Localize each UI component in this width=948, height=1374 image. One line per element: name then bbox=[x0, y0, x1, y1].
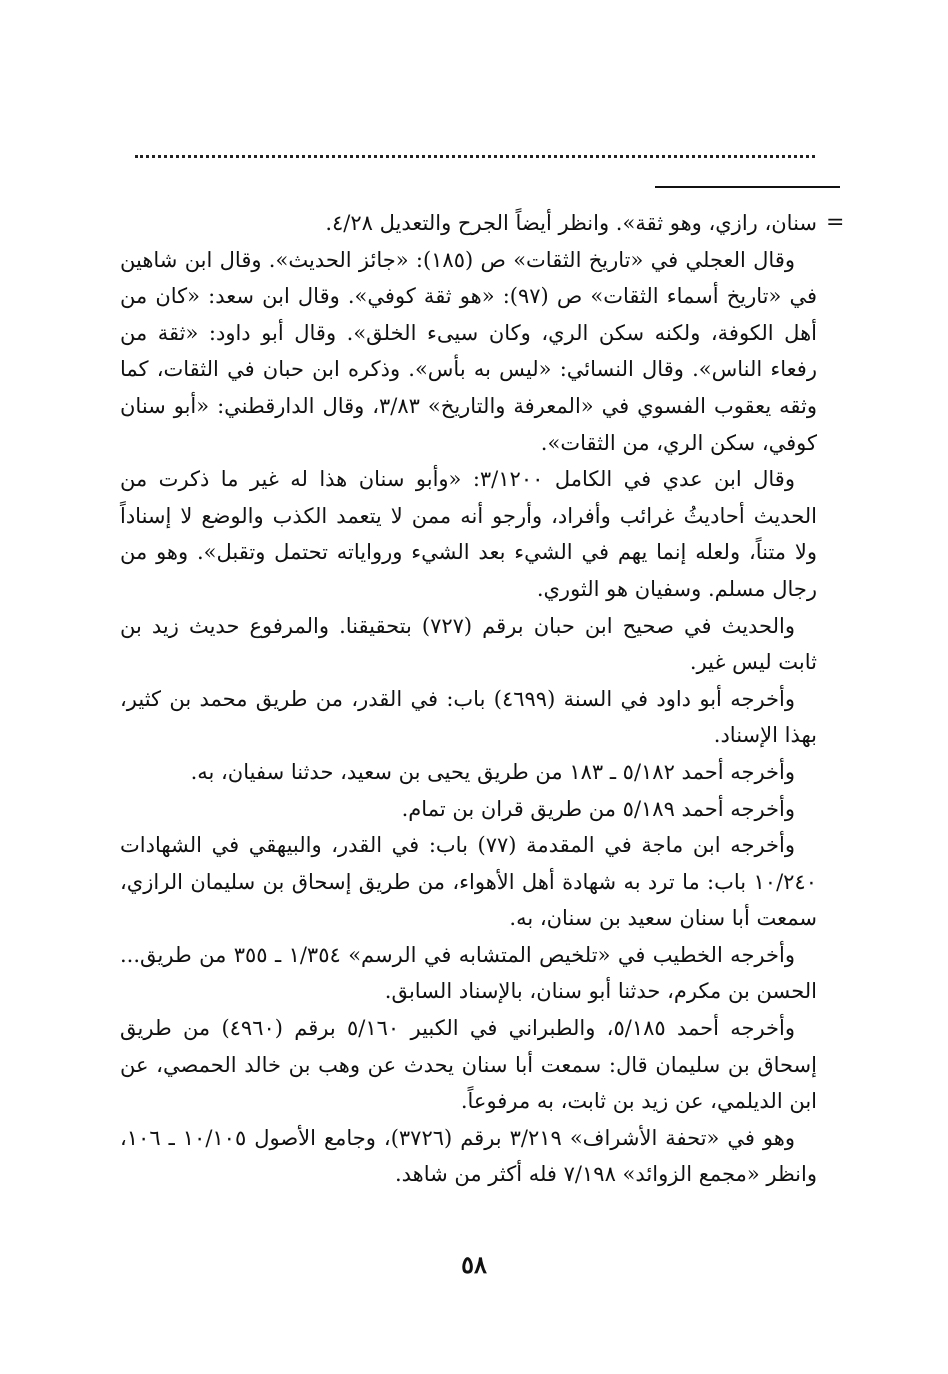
footnote-paragraph: وقال ابن عدي في الكامل ٣/١٢٠٠: «وأبو سنان هذا له غير ما ذكرت من الحديث أحاديثُ غرائب وأفراد، وأرجو أنه ممن لا يتعمد الكذب والوضع لا إسناداً ولا متناً، ولعله إنما يهم في الشيء بعد الشيء ورواياته تحتمل وتقبل». وهو من رجال مسلم. وسفيان هو الثوري. bbox=[120, 467, 817, 601]
footnote-paragraph: وأخرجه أحمد ٥/١٨٩ من طريق قران بن تمام. bbox=[401, 796, 795, 821]
footnote-rule bbox=[655, 186, 840, 188]
footnote-paragraph: وأخرجه أحمد ٥/١٨٥، والطبراني في الكبير ٥/١٦٠ برقم (٤٩٦٠) من طريق إسحاق بن سليمان قال: سمعت أبا سنان يحدث عن وهب بن خالد الحمصي، عن ابن الديلمي، عن زيد بن ثابت، به مرفوعاً. bbox=[120, 1016, 817, 1114]
dotted-separator bbox=[135, 155, 815, 158]
footnote-paragraph: وقال العجلي في «تاريخ الثقات» ص (١٨٥): «جائز الحديث». وقال ابن شاهين في «تاريخ أسماء الثقات» ص (٩٧): «هو ثقة كوفي». وقال ابن سعد: «كان من أهل الكوفة، ولكنه سكن الري، وكان سيىء الخلق». وقال أبو داود: «ثقة من رفعاء الناس». وقال النسائي: «ليس به بأس». وذكره ابن حبان في الثقات، كما وثقه يعقوب الفسوي في «المعرفة والتاريخ» ٣/٨٣، وقال الدارقطني: «أبو سنان كوفي، سكن الري، من الثقات». bbox=[120, 247, 818, 455]
page-number: ٥٨ bbox=[461, 1250, 487, 1279]
footnote-paragraph: وأخرجه الخطيب في «تلخيص المتشابه في الرسم» ١/٣٥٤ ـ ٣٥٥ من طريق... الحسن بن مكرم، حدثنا أبو سنان، بالإسناد السابق. bbox=[120, 942, 817, 1004]
footnote-paragraph: سنان، رازي، وهو ثقة». وانظر أيضاً الجرح والتعديل ٤/٢٨. bbox=[325, 211, 817, 235]
footnote-paragraph: وهو في «تحفة الأشراف» ٣/٢١٩ برقم (٣٧٢٦)، وجامع الأصول ١٠/١٠٥ ـ ١٠٦، وانظر «مجمع الزوائد» ٧/١٩٨ فله أكثر من شاهد. bbox=[120, 1125, 817, 1187]
footnote-paragraph: وأخرجه أحمد ٥/١٨٢ ـ ١٨٣ من طريق يحيى بن سعيد، حدثنا سفيان، به. bbox=[190, 759, 795, 784]
footnote-text bbox=[120, 205, 817, 1193]
footnote-paragraph: وأخرجه أبو داود في السنة (٤٦٩٩) باب: في القدر، من طريق محمد بن كثير، بهذا الإسناد. bbox=[120, 686, 817, 748]
footnote-paragraph: وأخرجه ابن ماجة في المقدمة (٧٧) باب: في القدر، والبيهقي في الشهادات ١٠/٢٤٠ باب: ما ترد به شهادة أهل الأهواء، من طريق إسحاق بن سليمان الرازي، سمعت أبا سنان سعيد بن سنان، به. bbox=[120, 833, 817, 931]
footnote-paragraph: والحديث في صحيح ابن حبان برقم (٧٢٧) بتحقيقنا. والمرفوع حديث زيد بن ثابت ليس غير. bbox=[120, 613, 817, 675]
continuation-mark: = bbox=[826, 210, 845, 235]
